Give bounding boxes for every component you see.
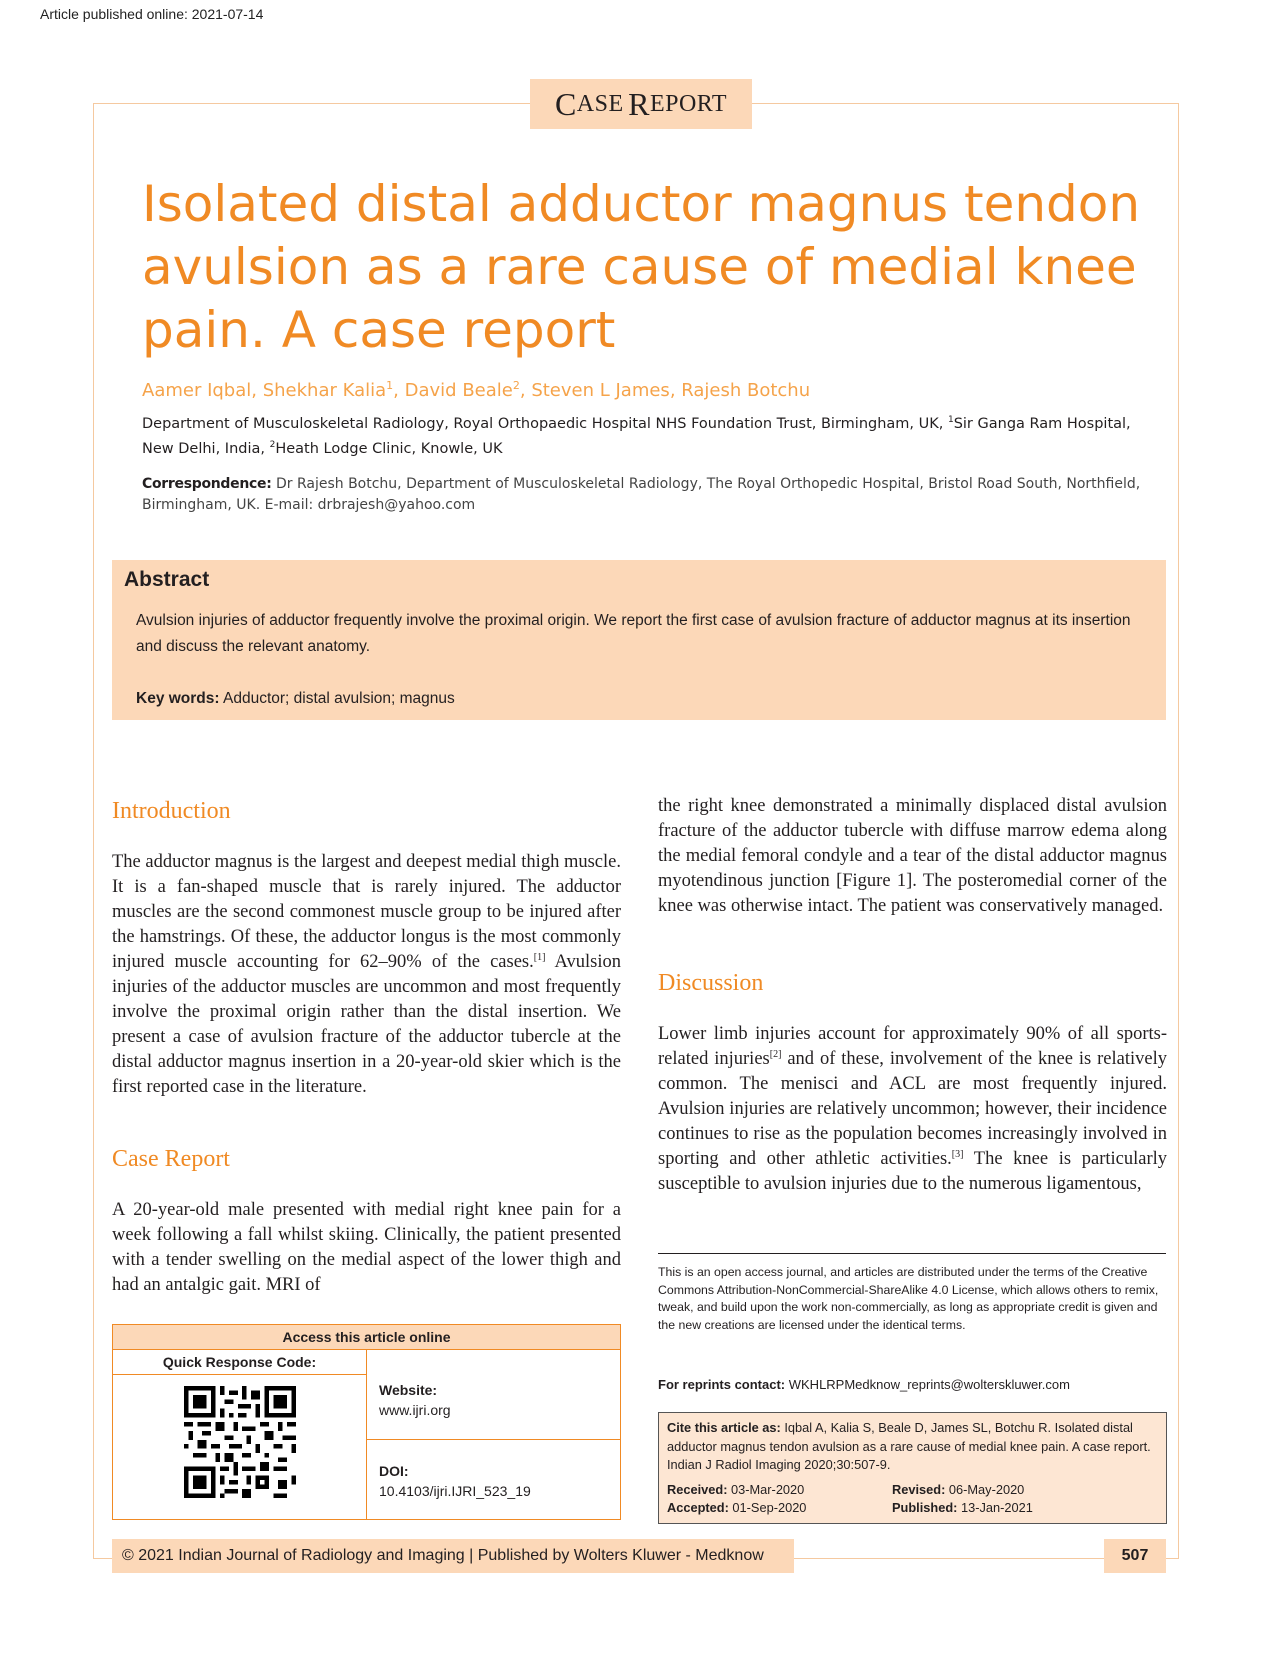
affiliation-mark-2: 2 [269, 439, 276, 450]
received-date: 03-Mar-2020 [727, 1481, 805, 1497]
website-label: Website: [379, 1382, 438, 1398]
correspondence [142, 474, 1142, 516]
access-online-box [112, 1324, 621, 1520]
revised-label: Revised: [892, 1481, 946, 1497]
reference-3[interactable]: [3] [951, 1148, 964, 1160]
author-name: David Beale [404, 380, 513, 401]
case-report-continued [658, 794, 1167, 919]
reprints-email[interactable]: WKHLRPMedknow_reprints@wolterskluwer.com [785, 1377, 1070, 1392]
affiliation-mark-1: 1 [947, 415, 954, 425]
discussion-sentence: The knee is particularly susceptible to avulsion injuries due to the numerous ligamentous, [658, 1149, 1167, 1194]
correspondence-text: Dr Rajesh Botchu, Department of Musculoskeletal Radiology, The Royal Orthopedic Hospital, Bristol Road South, Northfield, Birmingham, UK. E-mail: drbrajesh@yahoo.com [142, 476, 1141, 513]
author-name: Shekhar Kalia [262, 380, 387, 401]
section-label-rest-1: ASE [576, 90, 624, 117]
doi-label: DOI: [379, 1463, 409, 1479]
correspondence-label: Correspondence: [142, 476, 272, 492]
qr-cell [113, 1350, 367, 1520]
keywords [136, 690, 455, 708]
website-block [379, 1380, 451, 1420]
footer-copyright: © 2021 Indian Journal of Radiology and Imaging | Published by Wolters Kluwer - Medknow [112, 1539, 794, 1573]
published-label: Published: [892, 1500, 958, 1515]
author-name: Rajesh Botchu [681, 380, 811, 401]
divider [367, 1439, 621, 1440]
reference-2[interactable]: [2] [769, 1048, 782, 1060]
license-note: This is an open access journal, and articles are distributed under the terms of the Creative Commons Attribution-NonCommercial-ShareAlike 4.0 License, which allows others to remix, tweak, and build upon the work non-commercially, as long as appropriate credit is given and the new creations are licensed under the identical terms. [658, 1253, 1166, 1334]
cite-label: Cite this article as: [667, 1420, 781, 1435]
case-report-heading: Case Report [112, 1146, 230, 1172]
author-list: Aamer Iqbal, Shekhar Kalia$^1$, David Beale$^2$, Steven L James, Rajesh Botchu [142, 379, 811, 401]
qr-label: Quick Response Code: [113, 1350, 366, 1375]
discussion-heading: Discussion [658, 970, 764, 996]
author-name: Steven L James [531, 380, 670, 401]
published-online-line: Article published online: 2021-07-14 [40, 6, 264, 22]
revised-date: 06-May-2020 [945, 1481, 1025, 1497]
reprints-label: For reprints contact: [658, 1377, 786, 1392]
website-link[interactable]: www.ijri.org [379, 1402, 451, 1418]
affiliation-1: Department of Musculoskeletal Radiology, Royal Orthopaedic Hospital NHS Foundation Trust, Birmingham, UK, [142, 415, 948, 432]
accepted-label: Accepted: [667, 1500, 729, 1515]
case-report-continued-paragraph: the right knee demonstrated a minimally displaced distal avulsion fracture of the adductor tubercle with diffuse marrow edema along the medial femoral condyle and a tear of the distal adductor magnus myotendinous junction [Figure 1]. The posteromedial corner of the knee was otherwise intact. The patient was conservatively managed. [658, 796, 1167, 916]
article-links-cell [367, 1350, 621, 1520]
article-title: Isolated distal adductor magnus tendon avulsion as a rare cause of medial knee pain. A case report [142, 175, 1141, 359]
affiliations [142, 410, 1142, 460]
abstract-text: Avulsion injuries of adductor frequently involve the proximal origin. We report the first case of avulsion fracture of adductor magnus at its insertion and discuss the relevant anatomy. [136, 612, 1131, 655]
doi-link[interactable]: 10.4103/ijri.IJRI_523_19 [379, 1483, 531, 1499]
received-label: Received: [667, 1481, 728, 1497]
accepted-date: 01-Sep-2020 [728, 1500, 807, 1515]
author-affiliation-mark: 2 [512, 379, 520, 392]
citation-box [658, 1412, 1167, 1524]
introduction-text [112, 850, 621, 1100]
affiliation-3: Heath Lodge Clinic, Knowle, UK [275, 440, 503, 457]
section-label-initial-2: R [628, 85, 650, 122]
keywords-label: Key words: [136, 690, 220, 707]
discussion-sentence: and of these, involvement of the knee is relatively common. The menisci and ACL are most frequently injured. Avulsion injuries are relatively uncommon; however, their incidence continues to rise as the population becomes increasingly involved in sporting and other athletic activities. [658, 1049, 1167, 1169]
cite-text: Iqbal A, Kalia S, Beale D, James SL, Botchu R. Isolated distal adductor magnus tendon avulsion as a rare cause of medial knee pain. A case report. Indian J Radiol Imaging 2020;30:507-9. [667, 1420, 1151, 1472]
discussion-sentence: Lower limb injuries account for approximately 90% of all sports-related injuries [658, 1024, 1167, 1069]
author-name: Aamer Iqbal [142, 380, 252, 401]
published-date: 13-Jan-2021 [957, 1500, 1033, 1515]
section-label-initial-1: C [554, 85, 577, 122]
abstract-box [112, 560, 1166, 720]
discussion-text [658, 1022, 1167, 1197]
reference-1[interactable]: [1] [533, 951, 546, 963]
case-report-paragraph: A 20-year-old male presented with medial right knee pain for a week following a fall whilst skiing. Clinically, the patient presented with a tender swelling on the medial aspect of the lower thigh and had an antalgic gait. MRI of [112, 1200, 621, 1295]
page-number: 507 [1104, 1539, 1166, 1573]
dates-row [667, 1481, 1158, 1500]
case-report-text [112, 1198, 621, 1298]
affiliation-2: Sir Ganga Ram Hospital, New Delhi, India, [142, 415, 1131, 457]
introduction-heading: Introduction [112, 798, 231, 824]
abstract-heading: Abstract [124, 568, 210, 591]
access-heading: Access this article online [113, 1325, 620, 1350]
intro-sentence: Avulsion injuries of the adductor muscles are uncommon and most frequently involve the proximal origin rather than the distal insertion. We present a case of avulsion fracture of the adductor tubercle at the distal adductor magnus insertion in a 20-year-old skier which is the first reported case in the literature. [112, 952, 621, 1097]
intro-sentence: The adductor magnus is the largest and deepest medial thigh muscle. It is a fan-shaped muscle that is rarely injured. The adductor muscles are the second commonest muscle group to be injured after the hamstrings. Of these, the adductor longus is the most commonly injured muscle accounting for 62–90% of the cases. [112, 852, 621, 972]
doi-block [379, 1461, 531, 1501]
keywords-value: Adductor; distal avulsion; magnus [219, 690, 455, 707]
qr-code-icon[interactable] [184, 1386, 296, 1498]
author-affiliation-mark: 1 [386, 379, 394, 392]
section-label [530, 79, 752, 129]
section-label-rest-2: EPORT [649, 90, 728, 117]
reprints-contact [658, 1377, 1070, 1392]
dates-row [667, 1499, 1158, 1518]
